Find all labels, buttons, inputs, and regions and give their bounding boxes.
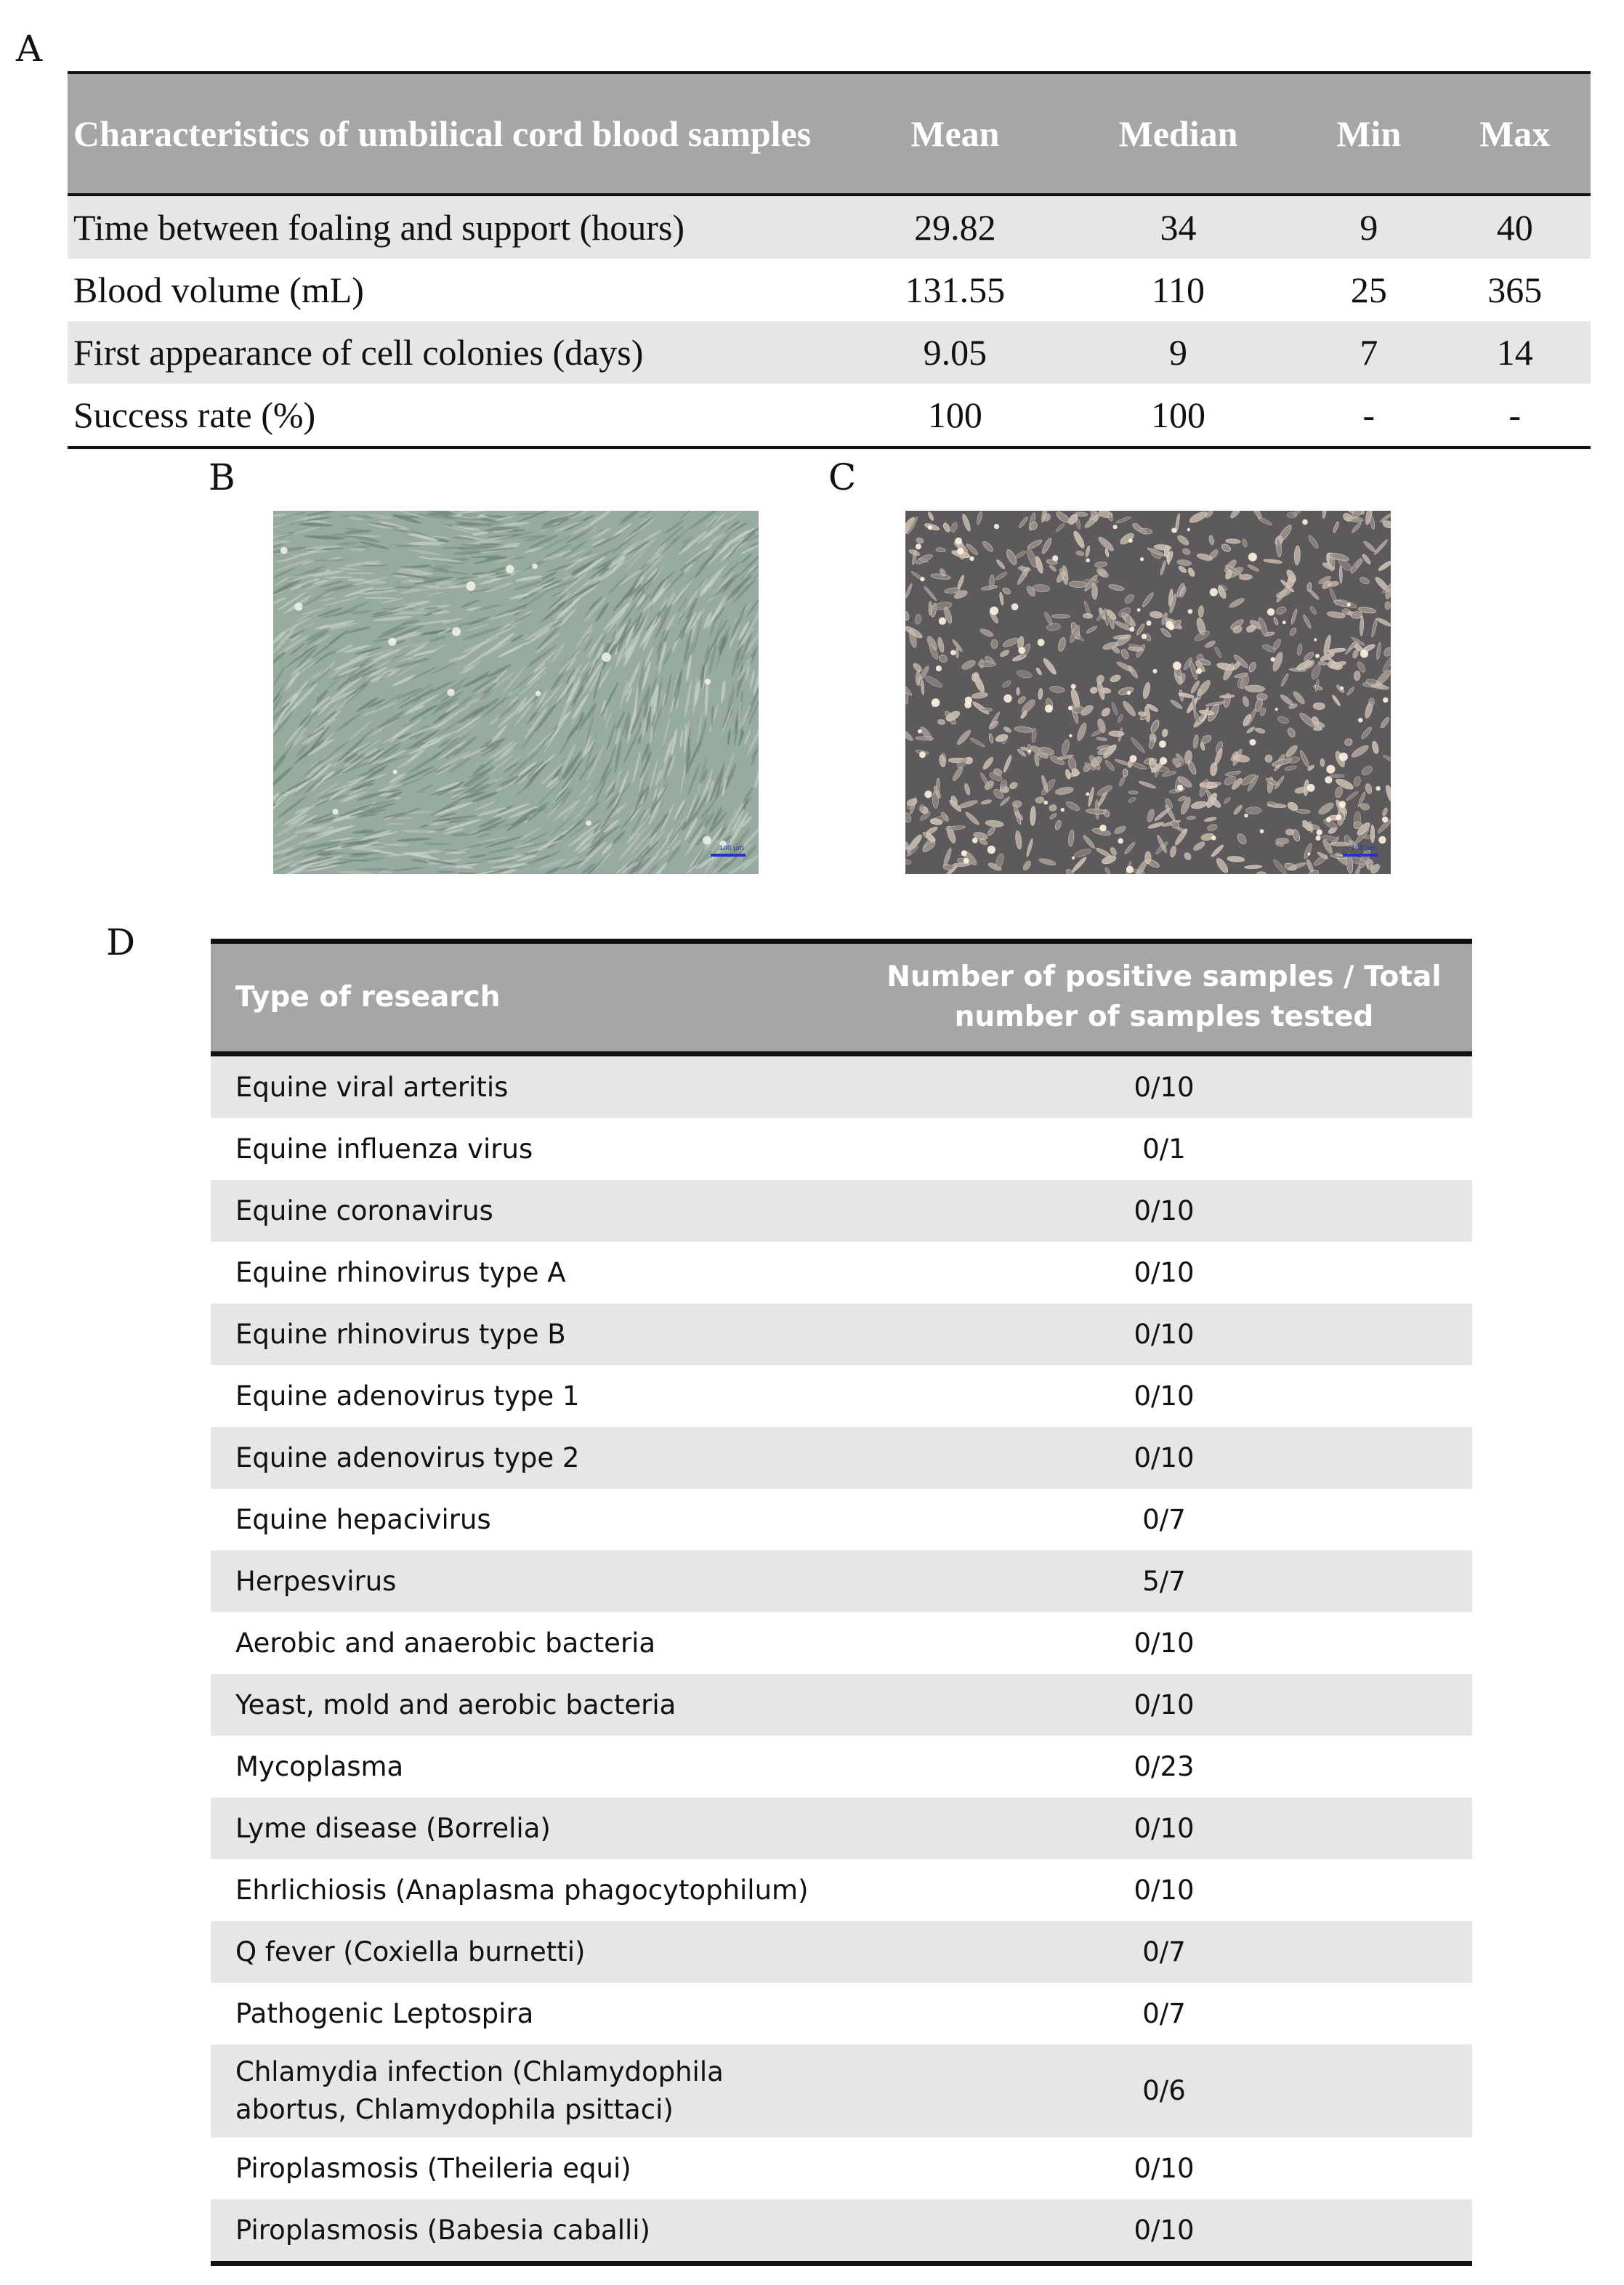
cell-mark <box>1245 807 1261 814</box>
cell-highlight <box>1325 776 1332 783</box>
cell-highlight <box>1315 654 1320 658</box>
cell-highlight <box>994 524 999 529</box>
cell-highlight <box>1326 765 1335 774</box>
cell-highlight <box>1160 757 1167 764</box>
research-type: Q fever (Coxiella burnetti) <box>211 1921 856 1983</box>
panel-label-d: D <box>106 921 136 963</box>
cell-highlight <box>1173 661 1181 670</box>
cell-mark <box>1330 775 1344 777</box>
cell-highlight <box>1196 668 1202 674</box>
cell-highlight <box>1099 825 1106 831</box>
cell-highlight <box>1271 658 1275 662</box>
cell-highlight <box>388 638 396 646</box>
cell-highlight <box>1188 609 1193 614</box>
pathogen-screening-table <box>211 939 1472 2266</box>
cell-highlight <box>1267 608 1274 615</box>
result-value: 0/1 <box>1142 1133 1186 1165</box>
scale-bar-c <box>1343 854 1378 857</box>
result-value: 0/10 <box>856 1427 1472 1489</box>
cell-highlight <box>1316 836 1321 841</box>
cell-highlight <box>1068 706 1072 711</box>
cell-highlight <box>1314 639 1317 642</box>
cell-highlight <box>969 557 974 561</box>
cell-highlight <box>920 577 924 581</box>
cell-highlight <box>1028 749 1032 753</box>
row-median: 9 <box>1058 321 1298 384</box>
cell-highlight <box>919 751 926 758</box>
result-value: 0/10 <box>856 1674 1472 1736</box>
cell-highlight <box>1211 836 1216 841</box>
cell-highlight <box>705 679 711 684</box>
cell-highlight <box>936 666 942 671</box>
table-row <box>211 1674 1472 1736</box>
cell-highlight <box>1137 608 1141 612</box>
cell-highlight <box>964 858 969 864</box>
cell-highlight <box>466 581 476 591</box>
cell-highlight <box>1071 684 1076 689</box>
header-positive-samples: Number of positive samples / Total number of samples tested <box>856 942 1472 1054</box>
research-type: Equine influenza virus <box>235 1133 533 1165</box>
cell-mark <box>1123 769 1128 777</box>
table-a-header-row <box>68 73 1591 195</box>
cell-highlight <box>280 547 288 554</box>
scale-bar-label-b: 100 µm <box>719 845 744 852</box>
scale-bar-b <box>711 854 746 857</box>
result-value: 0/7 <box>1142 1503 1186 1535</box>
row-mean: 131.55 <box>905 270 1006 310</box>
cell-mark <box>1313 703 1325 710</box>
scale-bar-label-c: 100 µm <box>1351 845 1376 852</box>
cell-mark <box>1128 790 1138 794</box>
research-type: Yeast, mold and aerobic bacteria <box>211 1674 856 1736</box>
table-row <box>211 1983 1472 2045</box>
cell-mark <box>1339 565 1343 583</box>
result-value: 0/10 <box>1134 2152 1195 2184</box>
cell-mark <box>1285 829 1294 836</box>
cell-highlight <box>1248 553 1257 562</box>
table-row <box>211 2138 1472 2199</box>
cell-highlight <box>924 790 932 798</box>
cell-highlight <box>1043 801 1048 805</box>
cell-highlight <box>1072 857 1075 860</box>
cell-highlight <box>1018 647 1025 654</box>
cell-mark <box>1091 583 1097 599</box>
row-mean: 29.82 <box>852 195 1058 259</box>
umbilical-cord-characteristics-table <box>68 71 1591 449</box>
cell-highlight <box>916 543 921 549</box>
cell-mark <box>1017 687 1020 695</box>
cell-highlight <box>506 565 514 573</box>
cell-highlight <box>1210 588 1218 596</box>
table-row <box>211 1921 1472 1983</box>
research-type: Mycoplasma <box>235 1750 404 1782</box>
cell-mark <box>991 639 998 649</box>
cell-highlight <box>536 691 541 697</box>
table-row <box>211 1859 1472 1921</box>
result-value: 0/10 <box>856 1797 1472 1859</box>
cell-highlight <box>602 652 611 662</box>
table-row <box>68 259 1591 321</box>
cell-highlight <box>1244 814 1248 817</box>
table-row <box>211 1427 1472 1489</box>
cell-highlight <box>1340 687 1344 690</box>
result-value: 0/10 <box>1134 1627 1195 1659</box>
row-max: 40 <box>1439 195 1591 259</box>
result-value: 5/7 <box>856 1550 1472 1612</box>
cell-highlight <box>1168 623 1174 630</box>
row-min: 25 <box>1350 270 1387 310</box>
cell-mark <box>364 563 383 565</box>
panel-label-a: A <box>16 28 43 70</box>
cell-highlight <box>1317 829 1322 835</box>
research-type: Herpesvirus <box>211 1550 856 1612</box>
cell-mark <box>1313 727 1322 731</box>
cell-highlight <box>1307 853 1310 856</box>
cell-highlight <box>1336 814 1341 820</box>
cell-highlight <box>1126 866 1134 873</box>
cell-highlight <box>333 809 339 814</box>
cell-mark <box>980 708 992 711</box>
cell-highlight <box>1113 525 1118 529</box>
panel-label-b: B <box>209 456 235 498</box>
cell-highlight <box>918 729 922 734</box>
cell-highlight <box>1339 801 1346 808</box>
result-value: 0/6 <box>856 2045 1472 2138</box>
table-row <box>211 1242 1472 1303</box>
row-max: 14 <box>1439 321 1591 384</box>
result-value: 0/10 <box>856 2199 1472 2264</box>
cell-highlight <box>1147 620 1152 626</box>
cell-mark <box>919 805 924 812</box>
cell-highlight <box>452 627 461 636</box>
research-type: Equine adenovirus type 2 <box>211 1427 856 1489</box>
cell-highlight <box>1142 634 1147 639</box>
research-type: Lyme disease (Borrelia) <box>211 1797 856 1859</box>
table-d-header-row <box>211 942 1472 1054</box>
cell-highlight <box>1260 829 1264 833</box>
cell-highlight <box>1045 705 1053 713</box>
research-type: Equine hepacivirus <box>235 1503 491 1535</box>
cell-highlight <box>1275 708 1278 711</box>
cell-highlight <box>703 836 711 845</box>
cell-highlight <box>1153 669 1158 674</box>
header-median: Median <box>1058 73 1298 195</box>
cell-highlight <box>1171 528 1176 533</box>
table-row <box>211 2045 1472 2138</box>
cell-mark <box>978 661 996 666</box>
research-type: Equine rhinovirus type B <box>211 1303 856 1365</box>
row-median: 100 <box>1058 384 1298 448</box>
cell-highlight <box>1177 785 1183 790</box>
row-median: 110 <box>1151 270 1205 310</box>
table-row <box>211 1612 1472 1674</box>
cell-highlight <box>1250 739 1256 745</box>
cell-highlight <box>1307 784 1315 792</box>
result-value: 0/10 <box>856 1180 1472 1242</box>
header-min: Min <box>1298 73 1439 195</box>
table-row <box>68 321 1591 384</box>
cell-highlight <box>1061 808 1065 812</box>
cell-mark <box>1051 614 1070 618</box>
cell-mark <box>1256 693 1267 700</box>
cell-highlight <box>1130 755 1137 762</box>
header-max: Max <box>1439 73 1591 195</box>
cell-highlight <box>393 769 397 774</box>
cell-highlight <box>1128 538 1133 543</box>
cell-mark <box>1320 759 1325 767</box>
cell-highlight <box>532 564 538 570</box>
table-row <box>211 1118 1472 1180</box>
research-type: Aerobic and anaerobic bacteria <box>235 1627 656 1659</box>
cell-highlight <box>1378 836 1386 844</box>
cell-highlight <box>1360 650 1368 658</box>
cell-highlight <box>987 846 995 854</box>
row-median: 34 <box>1058 195 1298 259</box>
row-max: 365 <box>1487 270 1543 310</box>
micrograph-c-image <box>905 511 1391 874</box>
cell-highlight <box>294 603 302 611</box>
cell-highlight <box>1118 838 1123 844</box>
row-min: 9 <box>1298 195 1439 259</box>
row-label: Blood volume (mL) <box>73 270 364 310</box>
cell-highlight <box>1326 817 1331 822</box>
row-label: Time between foaling and support (hours) <box>68 195 852 259</box>
result-value: 0/10 <box>1134 1874 1195 1906</box>
result-value: 0/10 <box>856 1303 1472 1365</box>
result-value: 0/23 <box>1134 1750 1195 1782</box>
header-mean: Mean <box>852 73 1058 195</box>
table-row <box>211 1365 1472 1427</box>
table-row <box>68 195 1591 259</box>
row-mean: 9.05 <box>852 321 1058 384</box>
research-type: Equine adenovirus type 1 <box>235 1380 580 1412</box>
cell-highlight <box>1086 792 1089 796</box>
row-max: - <box>1439 384 1591 448</box>
cell-highlight <box>1003 695 1011 703</box>
cell-highlight <box>1069 734 1072 737</box>
table-row <box>68 384 1591 448</box>
research-type: Piroplasmosis (Babesia caballi) <box>211 2199 856 2264</box>
table-row <box>211 1550 1472 1612</box>
cell-highlight <box>1129 627 1134 632</box>
cell-mark <box>1370 825 1375 843</box>
row-label: First appearance of cell colonies (days) <box>68 321 852 384</box>
cell-highlight <box>955 538 962 545</box>
table-row <box>211 1180 1472 1242</box>
research-type: Equine coronavirus <box>211 1180 856 1242</box>
cell-highlight <box>932 698 940 707</box>
result-value: 0/7 <box>1142 1997 1186 2029</box>
result-value: 0/10 <box>856 1054 1472 1119</box>
table-row <box>211 1054 1472 1119</box>
research-type: Equine rhinovirus type A <box>235 1256 566 1288</box>
cell-highlight <box>1347 602 1351 606</box>
header-characteristics: Characteristics of umbilical cord blood samples <box>68 73 852 195</box>
cell-highlight <box>1011 603 1019 610</box>
cell-highlight <box>972 838 978 844</box>
cell-highlight <box>1382 817 1388 822</box>
cell-highlight <box>1376 786 1381 790</box>
cell-mark <box>1330 842 1349 846</box>
result-value: 0/10 <box>1134 1256 1195 1288</box>
cell-highlight <box>990 607 998 615</box>
cell-highlight <box>1052 555 1058 561</box>
cell-mark <box>929 601 932 615</box>
cell-highlight <box>950 650 956 655</box>
micrograph-b-image <box>273 511 759 874</box>
cell-highlight <box>447 689 454 696</box>
cell-highlight <box>1086 558 1090 562</box>
cell-highlight <box>961 850 967 856</box>
cell-highlight <box>1339 753 1348 761</box>
research-type: Ehrlichiosis (Anaplasma phagocytophilum) <box>235 1874 809 1906</box>
cell-highlight <box>1140 557 1144 561</box>
table-row <box>211 1736 1472 1797</box>
cell-highlight <box>586 820 591 825</box>
table-row <box>211 2199 1472 2264</box>
research-type: Equine viral arteritis <box>211 1054 856 1119</box>
row-min: - <box>1298 384 1439 448</box>
research-type: Chlamydia infection (Chlamydophila abortus, Chlamydophila psittaci) <box>211 2045 856 2138</box>
research-type: Piroplasmosis (Theileria equi) <box>235 2152 631 2184</box>
cell-highlight <box>1302 519 1308 525</box>
panel-label-c: C <box>828 456 857 498</box>
result-value: 0/10 <box>1134 1380 1195 1412</box>
cell-highlight <box>957 548 964 554</box>
row-label: Success rate (%) <box>68 384 852 448</box>
cell-highlight <box>1383 697 1388 703</box>
cell-highlight <box>1187 528 1190 531</box>
cell-highlight <box>1282 620 1286 624</box>
header-type-of-research: Type of research <box>211 942 856 1054</box>
cell-mark <box>1276 838 1289 844</box>
research-type: Pathogenic Leptospira <box>235 1997 534 2029</box>
row-min: 7 <box>1298 321 1439 384</box>
micrograph-b <box>273 511 759 874</box>
table-row <box>211 1303 1472 1365</box>
micrograph-c <box>905 511 1391 874</box>
row-mean: 100 <box>852 384 1058 448</box>
cell-highlight <box>939 618 946 625</box>
table-row <box>211 1489 1472 1550</box>
result-value: 0/7 <box>856 1921 1472 1983</box>
cell-highlight <box>1038 639 1045 646</box>
cell-highlight <box>1127 691 1131 695</box>
cell-highlight <box>1358 718 1362 722</box>
cell-mark <box>1385 601 1391 610</box>
table-row <box>211 1797 1472 1859</box>
cell-highlight <box>928 525 932 530</box>
cell-highlight <box>1159 740 1166 748</box>
cell-highlight <box>965 697 972 704</box>
